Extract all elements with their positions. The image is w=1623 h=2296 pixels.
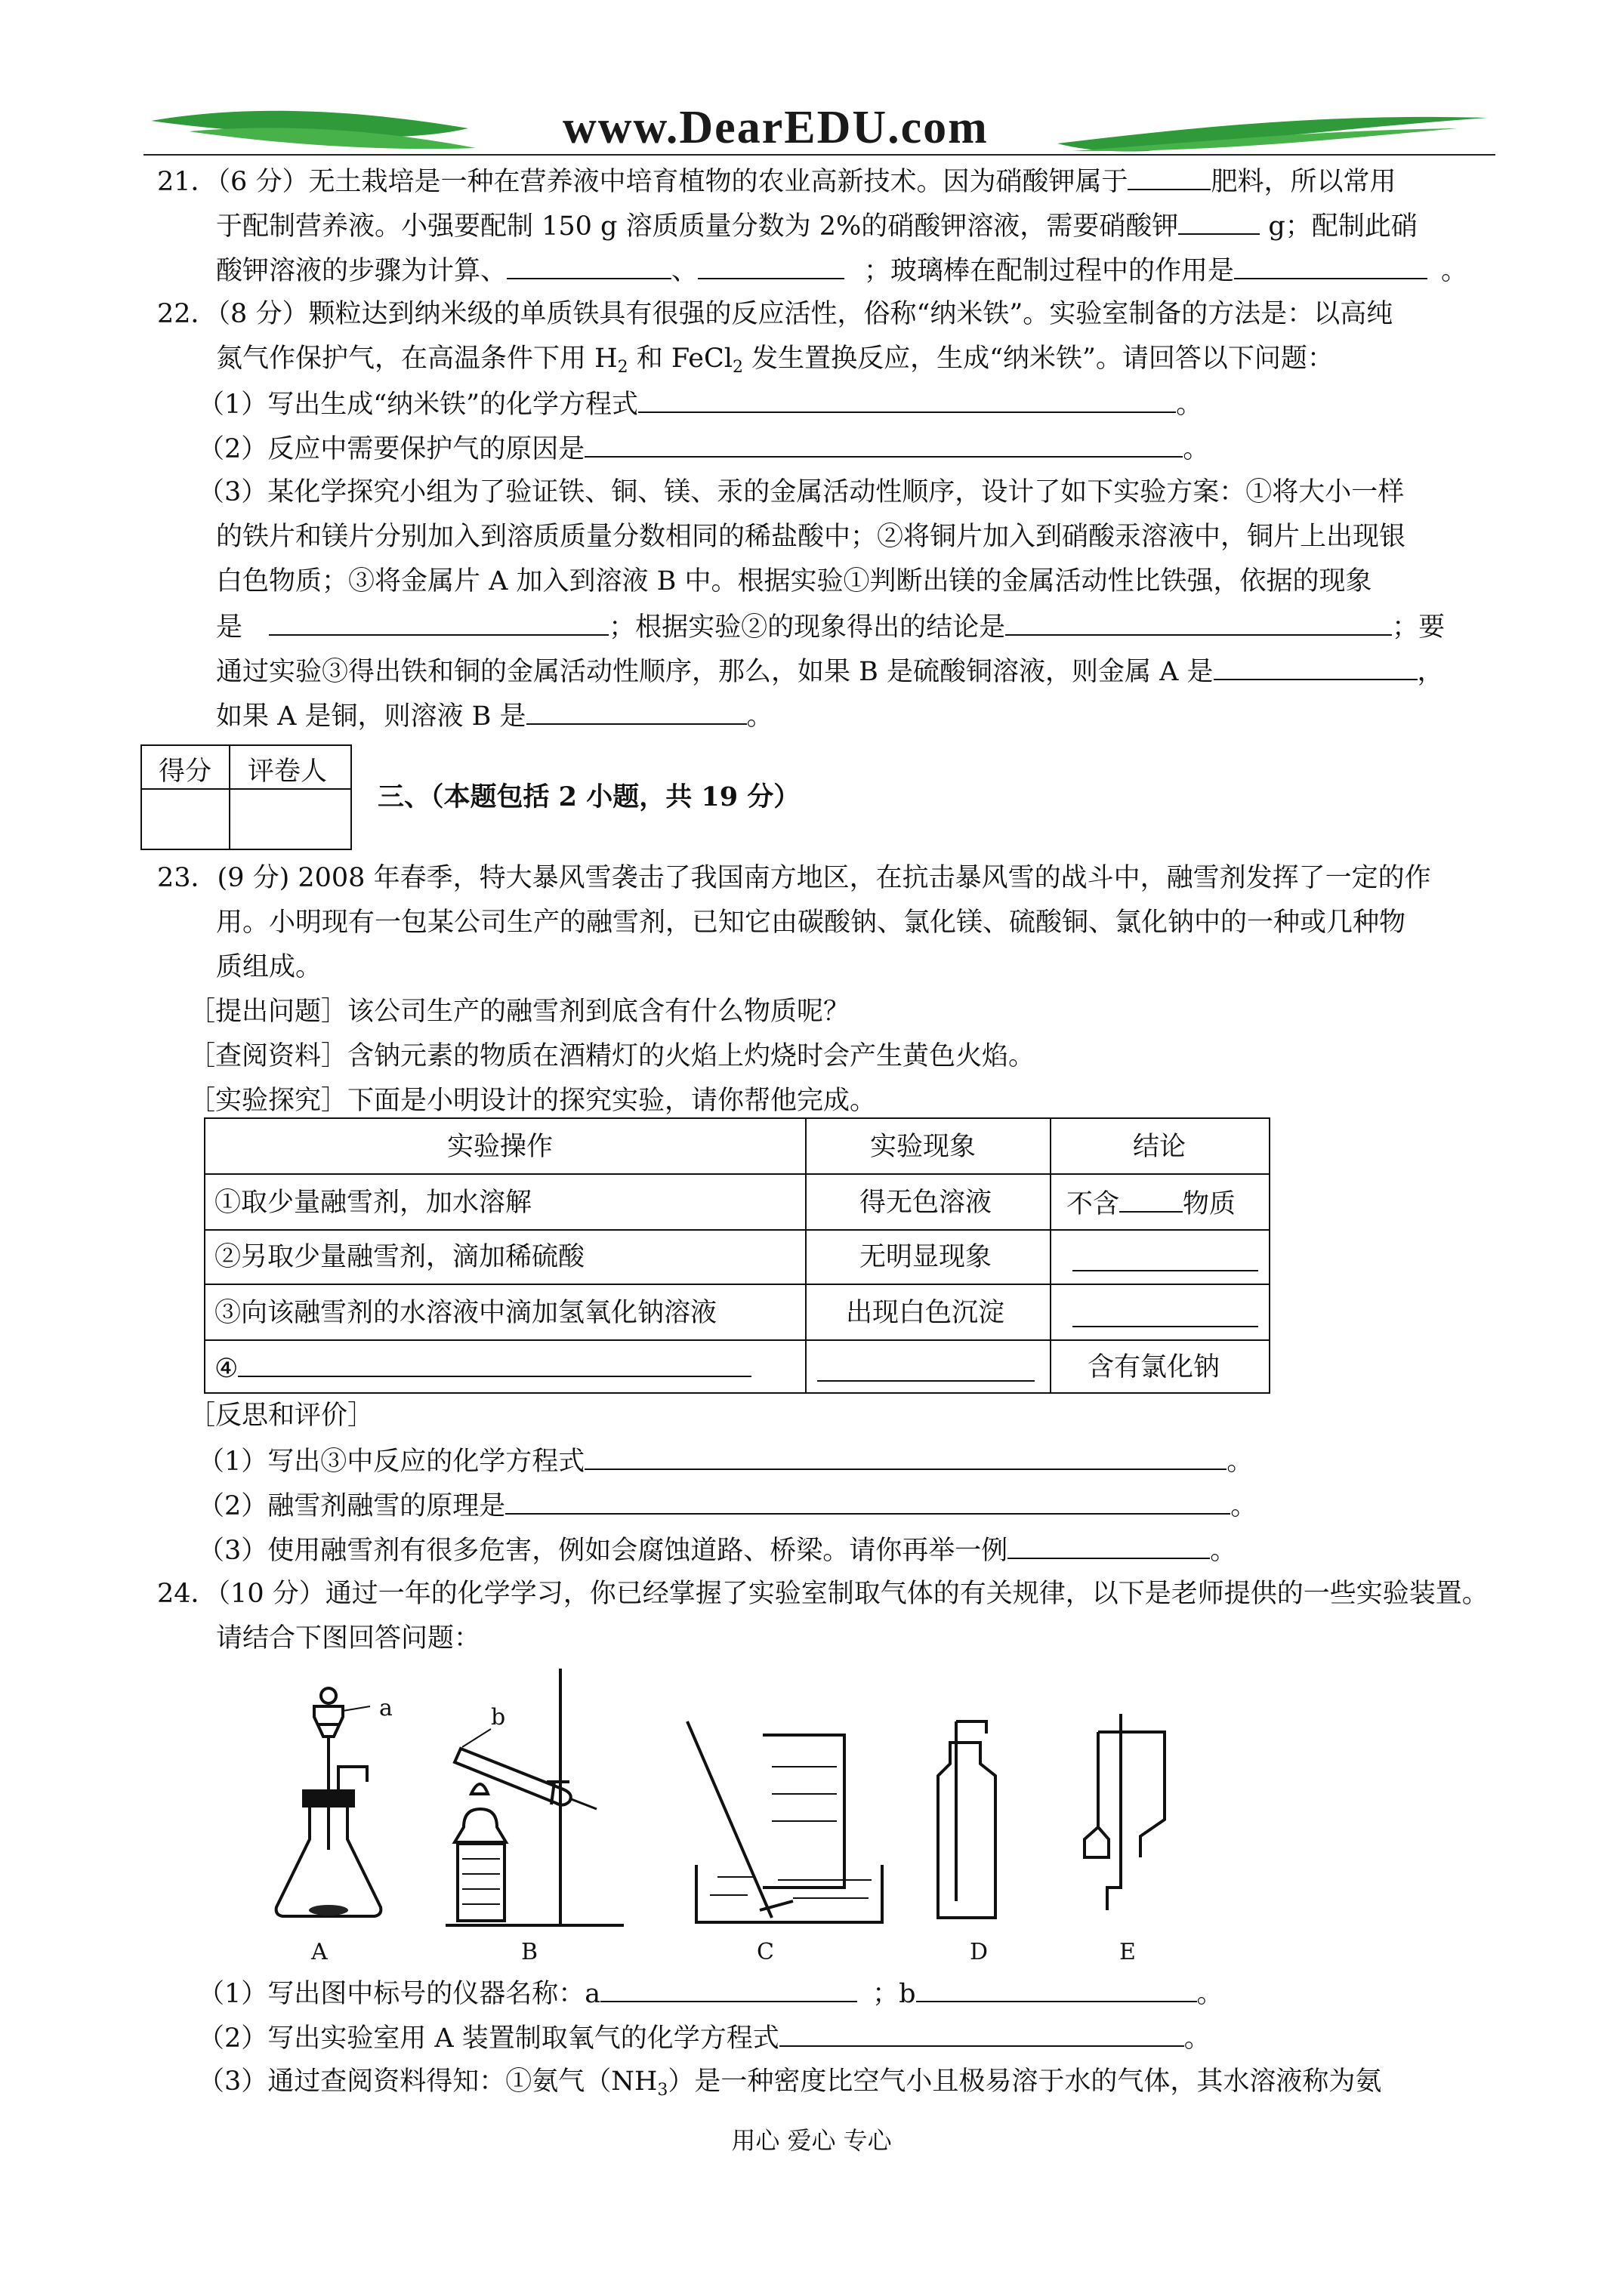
table-row4-phenomenon-blank [817,1354,1035,1382]
figure-label-D: D [970,1939,989,1965]
table-row4-operation-blank [238,1350,751,1377]
q24-blank-b [916,1975,1197,2002]
q23-ask: ［提出问题］该公司生产的融雪剂到底含有什么物质呢？ [189,997,850,1027]
q24-line2: 请结合下图回答问题： [216,1623,481,1653]
score-label: 得分 [159,757,212,787]
section-three-title: 三、（本题包括 2 小题，共 19 分） [378,781,801,812]
apparatus-d-bottle-icon [938,1721,995,1918]
q21-number: 21． [157,167,218,197]
table-row3-conclusion-blank [1072,1300,1258,1327]
figure-label-C: C [757,1939,774,1965]
q23-blank-principle [505,1487,1230,1515]
q24-part3: （3）通过查阅资料得知：①氨气$(NH_3)$是一种密度比空气小且极易溶于水的气体，其水溶液称为氨 [198,2066,1382,2100]
header-divider [143,154,1495,156]
q23-blank-equation [585,1443,1227,1470]
table-header-conclusion: 结论 [1133,1132,1186,1162]
apparatus-a-flask-icon [276,1688,381,1916]
apparatus-b-heating-icon [446,1669,624,1925]
q21-line2: 于配制营养液。小强要配制 150 g 溶质质量分数为 2%的硝酸钾溶液，需要硝酸钾 g；配制此硝 [216,208,1418,244]
q22-blank-reason [585,430,1183,458]
q22-blank-equation [638,386,1176,413]
q24-part2: （2）写出实验室用 A 装置制取氧气的化学方程式 。 [198,2020,1211,2056]
q24-part1: （1）写出图中标号的仪器名称：a ；b 。 [198,1975,1223,2011]
table-row2-operation: ②另取少量融雪剂，滴加稀硫酸 [214,1242,585,1272]
q21-line3: 酸钾溶液的步骤为计算、 、 ；玻璃棒在配制过程中的作用是 。 [216,252,1467,288]
q23-reference: ［查阅资料］含钠元素的物质在酒精灯的火焰上灼烧时会产生黄色火焰。 [189,1041,1035,1071]
q23-number: 23． [157,863,218,893]
q23-eval1: （1）写出③中反应的化学方程式 。 [198,1443,1253,1479]
label-a: a [379,1695,393,1721]
q22-part3-line5: 通过实验③得出铁和铜的金属活动性顺序，那么，如果 B 是硫酸铜溶液，则金属 A 是 ， [216,653,1444,689]
grader-label: 评卷人 [248,757,328,787]
table-header-operation: 实验操作 [447,1132,554,1162]
q22-part3-line6: 如果 A 是铜，则溶液 B 是 。 [216,698,773,734]
table-row1-blank [1119,1185,1183,1213]
q23-line1: 23．(9 分) 2008 年春季，特大暴风雪袭击了我国南方地区，在抗击暴风雪的战斗中，融雪剂发挥了一定的作 [157,863,1431,893]
table-row3-operation: ③向该融雪剂的水溶液中滴加氢氧化钠溶液 [214,1298,717,1328]
figure-label-A: A [311,1939,328,1965]
table-row2-conclusion-blank [1072,1244,1258,1271]
q21-blank-rod [1234,252,1427,279]
q22-blank-solution-b [526,698,747,725]
apparatus-c-trough-icon [687,1721,882,1922]
q22-part3-line3: 白色物质；③将金属片 A 加入到溶液 B 中。根据实验①判断出镁的金属活动性比铁强，依据的现象 [216,566,1372,596]
table-row4-operation: ④ [214,1350,751,1386]
site-brand: www.DearEDU.com [563,102,989,153]
q21-blank-fertilizer [1128,163,1211,190]
lab-apparatus-figure [264,1661,1186,1948]
q23-line2: 用。小明现有一包某公司生产的融雪剂，已知它由碳酸钠、氯化镁、硫酸铜、氯化钠中的一种或几种物 [216,908,1406,938]
table-row1-conclusion: 不含 物质 [1066,1185,1236,1222]
q23-explore: ［实验探究］下面是小明设计的探究实验，请你帮他完成。 [189,1086,877,1116]
table-row1-phenomenon: 得无色溶液 [859,1188,992,1218]
q21-blank-mass [1178,208,1260,235]
apparatus-e-bottle-icon [1085,1714,1165,1910]
q22-line1: 22．（8 分）颗粒达到纳米级的单质铁具有很强的反应活性，俗称“纳米铁”。实验室制备的方法是：以高纯 [157,299,1393,329]
figure-label-B: B [521,1939,538,1965]
experiment-table [204,1117,1270,1394]
q23-blank-hazard [1007,1532,1210,1559]
q21-line1: 21．（6 分）无土栽培是一种在营养液中培育植物的农业高新技术。因为硝酸钾属于 肥料，所以常用 [157,163,1396,199]
q21-blank-step2 [698,252,844,279]
q24-blank-a [600,1975,857,2002]
q23-reflect: ［反思和评价］ [189,1401,375,1431]
q22-line2: 氮气作保护气，在高温条件下用 $H_2$ 和 FeCl$_2$ 发生置换反应，生成“纳米铁”。请回答以下问题： [216,344,1334,377]
site-header [143,98,1495,159]
q23-eval3: （3）使用融雪剂有很多危害，例如会腐蚀道路、桥梁。请你再举一例 。 [198,1532,1236,1568]
label-b: b [491,1704,506,1730]
q21-blank-step1 [507,252,671,279]
table-row2-phenomenon: 无明显现象 [859,1242,992,1272]
q23-eval2: （2）融雪剂融雪的原理是 。 [198,1487,1257,1524]
q22-part3-line4: 是 ；根据实验②的现象得出的结论是 ；要 [216,609,1445,645]
table-row4-conclusion: 含有氯化钠 [1088,1352,1220,1382]
q22-blank-conclusion [1005,609,1392,636]
q24-blank-equation [779,2020,1184,2047]
q22-part1: （1）写出生成“纳米铁”的化学方程式 。 [198,386,1202,422]
q22-part3-line2: 的铁片和镁片分别加入到溶质质量分数相同的稀盐酸中；②将铜片加入到硝酸汞溶液中，铜片上出现银 [216,522,1406,552]
q23-line3: 质组成。 [216,952,322,982]
page-footer: 用心 爱心 专心 [731,2126,892,2155]
q22-part3-line1: （3）某化学探究小组为了验证铁、铜、镁、汞的金属活动性顺序，设计了如下实验方案：①将大小一样 [198,477,1405,507]
q22-blank-phenomenon [269,609,609,636]
table-row3-phenomenon: 出现白色沉淀 [846,1298,1005,1328]
q22-blank-metal-a [1214,653,1418,680]
score-box [140,744,352,850]
q22-number: 22． [157,299,218,329]
q24-line1: 24．（10 分）通过一年的化学学习，你已经掌握了实验室制取气体的有关规律，以下是老师提供的一些实验装置。 [157,1579,1489,1609]
q22-part2: （2）反应中需要保护气的原因是 。 [198,430,1209,467]
table-row1-operation: ①取少量融雪剂，加水溶解 [214,1188,532,1218]
figure-label-E: E [1119,1939,1136,1965]
table-header-phenomenon: 实验现象 [870,1132,977,1162]
q24-number: 24． [157,1579,218,1609]
